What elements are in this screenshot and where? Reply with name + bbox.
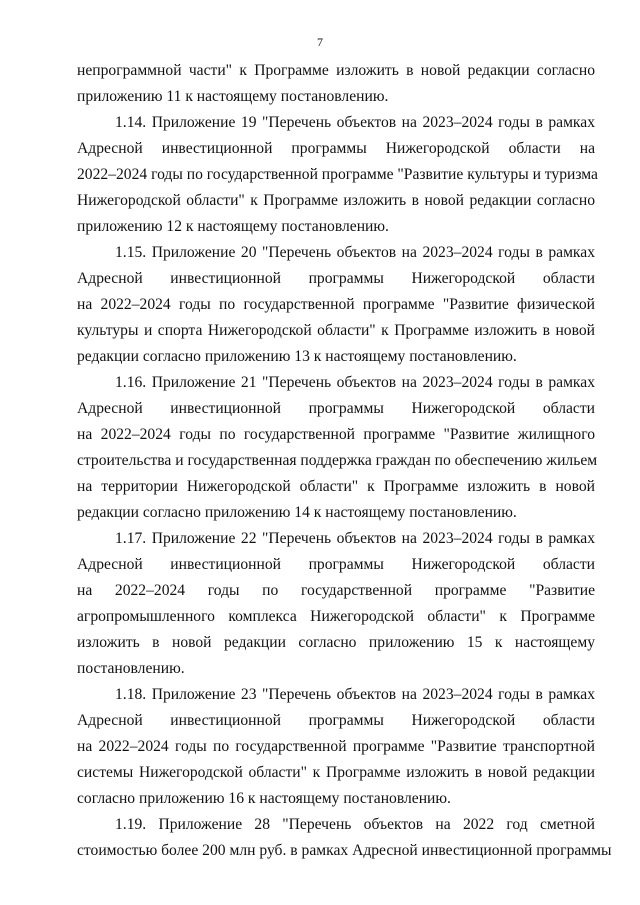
text-line: системы Нижегородской области" к Программе изложить в новой редакции bbox=[77, 764, 595, 781]
text-line: строительства и государственная поддержка граждан по обеспечению жильем bbox=[77, 452, 598, 469]
paragraph-first-line: 1.17. Приложение 22 "Перечень объектов на 2023–2024 годы в рамках bbox=[115, 530, 595, 547]
text-line: согласно приложению 16 к настоящему постановлению. bbox=[77, 790, 451, 807]
text-line: Адресной инвестиционной программы Нижегородской области bbox=[77, 270, 595, 287]
text-line: на территории Нижегородской области" к Программе изложить в новой bbox=[77, 478, 595, 495]
text-line: редакции согласно приложению 13 к настоящему постановлению. bbox=[77, 348, 517, 365]
text-line: на 2022–2024 годы по государственной программе "Развитие транспортной bbox=[77, 738, 595, 755]
text-line: Нижегородской области" к Программе изложить в новой редакции согласно bbox=[77, 192, 595, 209]
text-line: приложению 12 к настоящему постановлению. bbox=[77, 218, 389, 235]
text-line: на 2022–2024 годы по государственной программе "Развитие физической bbox=[77, 296, 595, 313]
text-line: Адресной инвестиционной программы Нижегородской области на bbox=[77, 140, 595, 157]
text-line: на 2022–2024 годы по государственной программе "Развитие bbox=[77, 582, 595, 599]
text-line: Адресной инвестиционной программы Нижегородской области bbox=[77, 400, 595, 417]
text-line: Адресной инвестиционной программы Нижегородской области bbox=[77, 712, 595, 729]
text-line: агропромышленного комплекса Нижегородской области" к Программе bbox=[77, 608, 595, 625]
paragraph-first-line: 1.18. Приложение 23 "Перечень объектов на 2023–2024 годы в рамках bbox=[115, 686, 595, 703]
text-line: изложить в новой редакции согласно приложению 15 к настоящему bbox=[77, 634, 595, 651]
text-line: редакции согласно приложению 14 к настоящему постановлению. bbox=[77, 504, 517, 521]
text-line: стоимостью более 200 млн руб. в рамках Адресной инвестиционной программы bbox=[77, 842, 612, 859]
text-line: непрограммной части" к Программе изложить в новой редакции согласно bbox=[77, 62, 595, 79]
paragraph-first-line: 1.14. Приложение 19 "Перечень объектов на 2023–2024 годы в рамках bbox=[115, 114, 595, 131]
text-line: приложению 11 к настоящему постановлению. bbox=[77, 88, 389, 105]
page-number: 7 bbox=[317, 35, 323, 49]
text-line: на 2022–2024 годы по государственной программе "Развитие жилищного bbox=[77, 426, 595, 443]
text-line: 2022–2024 годы по государственной программе "Развитие культуры и туризма bbox=[77, 166, 598, 183]
text-line: постановлению. bbox=[77, 660, 185, 677]
text-line: культуры и спорта Нижегородской области" к Программе изложить в новой bbox=[77, 322, 595, 339]
text-line: Адресной инвестиционной программы Нижегородской области bbox=[77, 556, 595, 573]
paragraph-first-line: 1.19. Приложение 28 "Перечень объектов на 2022 год сметной bbox=[115, 816, 595, 833]
paragraph-first-line: 1.16. Приложение 21 "Перечень объектов на 2023–2024 годы в рамках bbox=[115, 374, 595, 391]
paragraph-first-line: 1.15. Приложение 20 "Перечень объектов на 2023–2024 годы в рамках bbox=[115, 244, 595, 261]
